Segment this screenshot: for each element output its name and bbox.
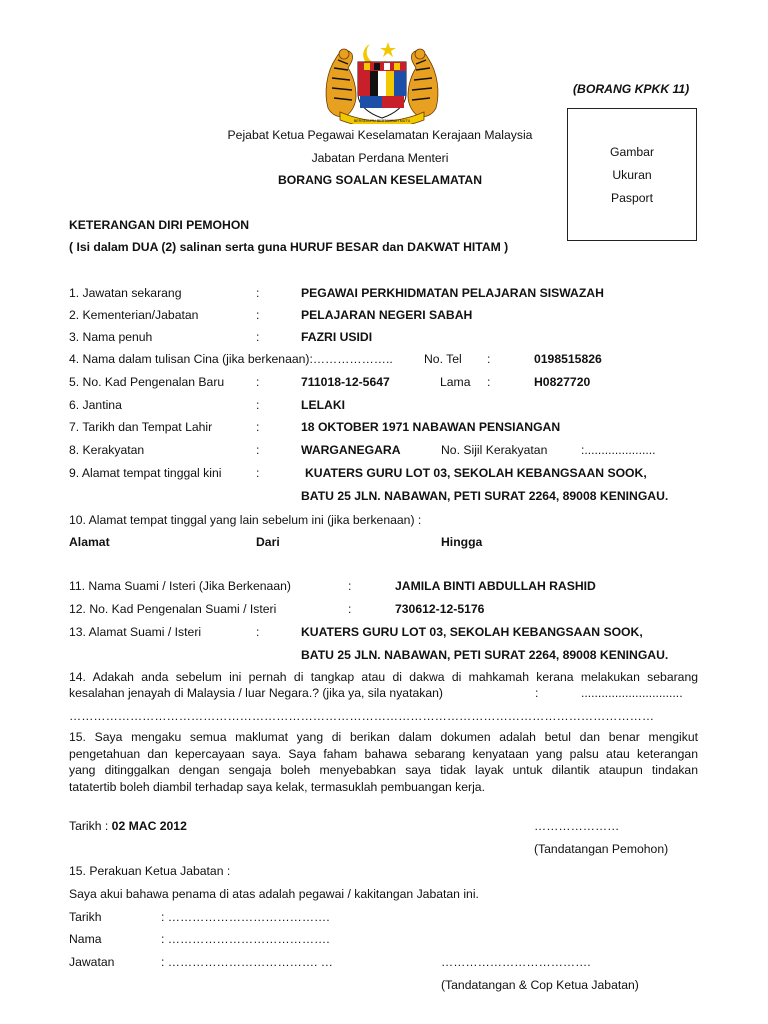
field-colon: : xyxy=(256,625,260,639)
cert-label-tarikh: Tarikh xyxy=(69,910,102,924)
field-label-nama-penuh: 3. Nama penuh xyxy=(69,330,153,344)
field-colon: : xyxy=(487,352,491,366)
field-value-alamat-kini-line1[interactable]: KUATERS GURU LOT 03, SEKOLAH KEBANGSAAN SOOK, xyxy=(305,466,647,480)
field-colon: : xyxy=(256,375,260,389)
field-label-jantina: 6. Jantina xyxy=(69,398,122,412)
field-label-alamat-lain: 10. Alamat tempat tinggal yang lain sebelum ini (jika berkenaan) : xyxy=(69,513,422,527)
passport-photo-box[interactable] xyxy=(567,108,697,241)
field-value-tarikh-lahir[interactable]: 18 OKTOBER 1971 NABAWAN PENSIANGAN xyxy=(301,420,561,434)
field-colon: : xyxy=(256,420,260,434)
cert-value-jawatan[interactable]: : ………………………………. … xyxy=(161,955,333,969)
form-title: BORANG SOALAN KESELAMATAN xyxy=(277,173,483,187)
declaration-line1: 15. Saya mengaku semua maklumat yang di berikan dalam dokumen adalah betul dan benar mengikut xyxy=(69,730,698,744)
field-value-ic-lama[interactable]: H0827720 xyxy=(534,375,591,389)
field-value-ic-baru[interactable]: 711018-12-5647 xyxy=(301,375,390,389)
field-label-tel: No. Tel xyxy=(424,352,462,366)
right-tiger-icon xyxy=(408,49,438,117)
applicant-signature-line[interactable]: ………………… xyxy=(534,819,620,833)
field-label-tarikh-lahir: 7. Tarikh dan Tempat Lahir xyxy=(69,420,213,434)
field-colon: : xyxy=(535,686,539,700)
field-colon: : xyxy=(487,375,491,389)
declaration-line2: pengetahuan dan kepercayaan saya. Saya faham bahawa sebarang kenyataan yang palsu atau keterangan xyxy=(69,746,698,761)
field-value-alamat-pasangan-line1[interactable]: KUATERS GURU LOT 03, SEKOLAH KEBANGSAAN SOOK, xyxy=(301,625,643,639)
answer-dotline[interactable]: ……………………………………………………………………………………………………………………………… xyxy=(69,709,654,723)
cert-value-tarikh[interactable]: : …………………………………. xyxy=(161,910,330,924)
cert-value-nama[interactable]: : …………………………………. xyxy=(161,932,330,946)
field-value-alamat-pasangan-line2[interactable]: BATU 25 JLN. NABAWAN, PETI SURAT 2264, 89008 KENINGAU. xyxy=(301,648,669,662)
field-colon: : xyxy=(256,286,260,300)
field-value-kerakyatan[interactable]: WARGANEGARA xyxy=(301,443,401,457)
applicant-date xyxy=(69,819,187,834)
field-label-ic-lama: Lama xyxy=(440,375,471,389)
field-label-alamat-kini: 9. Alamat tempat tinggal kini xyxy=(69,466,222,480)
field-value-kementerian[interactable]: PELAJARAN NEGERI SABAH xyxy=(301,308,473,322)
field-value-jawatan[interactable]: PEGAWAI PERKHIDMATAN PELAJARAN SISWAZAH xyxy=(301,286,604,300)
column-header-hingga: Hingga xyxy=(441,535,483,549)
shield-icon xyxy=(358,62,406,118)
malaysia-coat-of-arms xyxy=(318,38,446,124)
field-label-jawatan: 1. Jawatan sekarang xyxy=(69,286,182,300)
certification-statement: Saya akui bahawa penama di atas adalah pegawai / kakitangan Jabatan ini. xyxy=(69,887,479,901)
field-label-nama-pasangan: 11. Nama Suami / Isteri (Jika Berkenaan) xyxy=(69,579,291,593)
field-label-ic-pasangan: 12. No. Kad Pengenalan Suami / Isteri xyxy=(69,602,277,616)
photo-label-line1: Gambar xyxy=(609,145,655,159)
applicant-date-value[interactable]: 02 MAC 2012 xyxy=(111,819,187,833)
head-signature-line[interactable]: ………………………………. xyxy=(441,955,591,969)
field-colon: : xyxy=(256,308,260,322)
field-colon: : xyxy=(348,579,352,593)
photo-label-line3: Pasport xyxy=(610,191,653,205)
field-label-sijil: No. Sijil Kerakyatan xyxy=(441,443,548,457)
field-value-alamat-kini-line2[interactable]: BATU 25 JLN. NABAWAN, PETI SURAT 2264, 89008 KENINGAU. xyxy=(301,489,669,503)
photo-label-line2: Ukuran xyxy=(612,168,652,182)
field-value-ic-pasangan[interactable]: 730612-12-5176 xyxy=(395,602,485,616)
field-label-ic-baru: 5. No. Kad Pengenalan Baru xyxy=(69,375,225,389)
question-criminal-record xyxy=(69,669,698,686)
cert-label-nama: Nama xyxy=(69,932,102,946)
field-label-kerakyatan: 8. Kerakyatan xyxy=(69,443,145,457)
field-colon: : xyxy=(256,443,260,457)
question-line1: 14. Adakah anda sebelum ini pernah di tangkap atau di dakwa di mahkamah kerana melakukan sebarang xyxy=(69,670,698,684)
applicant-signature-label: (Tandatangan Pemohon) xyxy=(534,842,669,856)
head-signature-label: (Tandatangan & Cop Ketua Jabatan) xyxy=(441,978,639,992)
svg-text:BERSEKUTU BERTAMBAH MUTU: BERSEKUTU BERTAMBAH MUTU xyxy=(353,119,411,123)
declaration-paragraph xyxy=(69,729,698,795)
field-value-tel[interactable]: 0198515826 xyxy=(534,352,602,366)
applicant-date-label: Tarikh : xyxy=(69,819,112,833)
field-value-nama-penuh[interactable]: FAZRI USIDI xyxy=(301,330,373,344)
left-tiger-icon xyxy=(326,49,356,117)
column-header-dari: Dari xyxy=(256,535,280,549)
field-value-nama-pasangan[interactable]: JAMILA BINTI ABDULLAH RASHID xyxy=(395,579,596,593)
field-colon: : xyxy=(256,330,260,344)
office-name: Pejabat Ketua Pegawai Keselamatan Kerajaan Malaysia xyxy=(227,128,533,142)
field-label-kementerian: 2. Kementerian/Jabatan xyxy=(69,308,199,322)
field-colon: : xyxy=(348,602,352,616)
field-value-sijil[interactable]: :..................... xyxy=(581,443,656,457)
field-label-alamat-pasangan: 13. Alamat Suami / Isteri xyxy=(69,625,202,639)
field-value-jantina[interactable]: LELAKI xyxy=(301,398,346,412)
answer-criminal-record[interactable]: .............................. xyxy=(581,686,683,700)
form-code: (BORANG KPKK 11) xyxy=(573,82,690,96)
field-colon: : xyxy=(256,398,260,412)
department-name: Jabatan Perdana Menteri xyxy=(311,151,449,165)
section-instruction: ( Isi dalam DUA (2) salinan serta guna HURUF BESAR dan DAKWAT HITAM ) xyxy=(69,240,509,254)
field-label-nama-cina: 4. Nama dalam tulisan Cina (jika berkenaan):……………….. xyxy=(69,352,393,366)
cert-label-jawatan: Jawatan xyxy=(69,955,115,969)
column-header-alamat: Alamat xyxy=(69,535,110,549)
field-colon: : xyxy=(256,466,260,480)
declaration-line3: yang ditinggalkan dengan sengaja boleh menyebabkan saya tidak layak untuk dilantik ataupun tindakan xyxy=(69,763,698,777)
certification-title: 15. Perakuan Ketua Jabatan : xyxy=(69,864,231,878)
section-title: KETERANGAN DIRI PEMOHON xyxy=(69,218,250,232)
declaration-line4: tatatertib boleh diambil terhadap saya kelak, termasuklah pembuangan kerja. xyxy=(69,779,485,794)
question-line2: kesalahan jenayah di Malaysia / luar Negara.? (jika ya, sila nyatakan) xyxy=(69,686,443,700)
